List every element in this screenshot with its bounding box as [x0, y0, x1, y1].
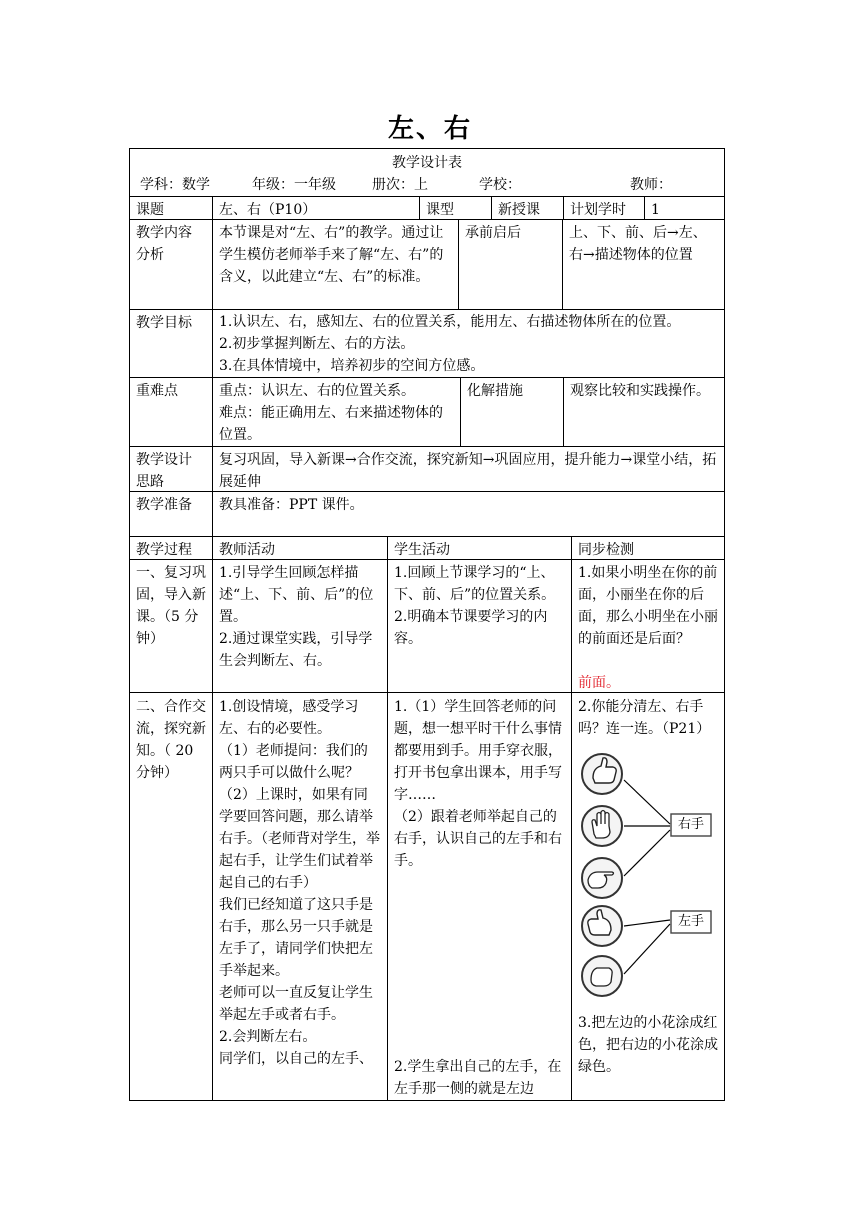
type-label: 课型	[426, 202, 454, 218]
topic-value: 左、右（P10）	[219, 202, 317, 218]
type-value: 新授课	[498, 202, 540, 218]
measures-label: 化解措施	[467, 383, 523, 399]
process-header: 学生活动	[394, 542, 450, 558]
hours-label: 计划学时	[570, 202, 626, 218]
analysis-label: 教学内容 分析	[136, 225, 192, 263]
teacher-field: 教师：	[630, 177, 672, 193]
subject-field: 学科：数学	[140, 177, 210, 193]
goals-label: 教学目标	[136, 315, 192, 331]
process-header: 教师活动	[219, 542, 275, 558]
table-title: 教学设计表	[392, 155, 462, 171]
stage1-label: 一、复习巩固，导入新课。（5 分钟）	[136, 565, 206, 647]
stage1-student: 1.回顾上节课学习的“上、下、前、后”的位置关系。 2.明确本节课要学习的内容。	[394, 565, 556, 647]
volume-field: 册次：上	[372, 177, 428, 193]
thumbs-up-hand-icon	[582, 754, 622, 794]
goal-item: 3.在具体情境中，培养初步的空间方位感。	[219, 358, 485, 374]
process-header: 教学过程	[136, 542, 192, 558]
hand-matching-illustration	[578, 748, 718, 998]
stage2-student: 1.（1）学生回答老师的问题，想一想平时干什么事情都要用到手。用手穿衣服，打开书包拿出课本，用手写字…… （2）跟着老师举起自己的右手，认识自己的左手和右手。	[394, 699, 562, 869]
design-label: 教学设计 思路	[136, 452, 192, 490]
analysis-text: 本节课是对“左、右”的教学。通过让学生模仿老师举手来了解“左、右”的含义，以此建立“左、右”的标准。	[219, 225, 444, 285]
prep-text: 教具准备：PPT 课件。	[219, 497, 364, 513]
fist-hand-icon	[582, 956, 622, 996]
stage2-student-2: 2.学生拿出自己的左手，在左手那一侧的就是左边	[394, 1059, 562, 1097]
stage2-teacher: 1.创设情境，感受学习左、右的必要性。 （1）老师提问：我们的两只手可以做什么呢？ （2）上课时，如果有同学要回答问题，那么请举右手。（老师背对学生，举起右手，让学生们试着举起自己的右手） 我们已经知道了这只手是右手，那么另一只手就是左手了，请同学们快把左手举起来。 老师可以一直反复让学生举起左手或者右手。 2.会判断左右。 同学们，以自己的左手、	[219, 699, 380, 1067]
stage1-check: 1.如果小明坐在你的前面，小丽坐在你的后面，那么小明坐在小丽的前面还是后面？	[578, 565, 718, 647]
left-hand-label: 左手	[677, 914, 704, 929]
goal-item: 2.初步掌握判断左、右的方法。	[219, 336, 415, 352]
process-header: 同步检测	[578, 542, 634, 558]
measures-text: 观察比较和实践操作。	[570, 383, 710, 399]
key-label: 重难点	[136, 383, 178, 399]
stage2-check-3: 3.把左边的小花涂成红色，把右边的小花涂成绿色。	[578, 1015, 718, 1075]
stage1-teacher: 1.引导学生回顾怎样描述“上、下、前、后”的位置。 2.通过课堂实践，引导学生会判断左、右。	[219, 565, 374, 669]
analysis-right: 上、下、前、后→左、右→描述物体的位置	[569, 225, 707, 263]
stage2-label: 二、合作交流，探究新知。（ 20 分钟）	[136, 699, 206, 781]
prep-label: 教学准备	[136, 497, 192, 513]
open-palm-hand-icon	[582, 806, 622, 846]
hours-value: 1	[651, 202, 660, 218]
right-hand-label: 右手	[677, 817, 704, 832]
pointing-hand-icon	[582, 858, 622, 898]
thumbs-up-left-hand-icon	[582, 906, 622, 946]
analysis-mid: 承前启后	[465, 225, 521, 241]
stage1-answer: 前面。	[578, 675, 620, 691]
school-field: 学校：	[479, 177, 521, 193]
goal-item: 1.认识左、右，感知左、右的位置关系，能用左、右描述物体所在的位置。	[219, 314, 681, 330]
grade-field: 年级：一年级	[252, 177, 336, 193]
document-title: 左、右	[387, 114, 472, 144]
topic-label: 课题	[136, 202, 164, 218]
design-text: 复习巩固，导入新课→合作交流，探究新知→巩固应用，提升能力→课堂小结，拓展延伸	[219, 452, 717, 490]
key-text: 重点：认识左、右的位置关系。 难点：能正确用左、右来描述物体的位置。	[219, 383, 443, 443]
stage2-check: 2.你能分清左、右手吗？连一连。（P21）	[578, 699, 711, 737]
